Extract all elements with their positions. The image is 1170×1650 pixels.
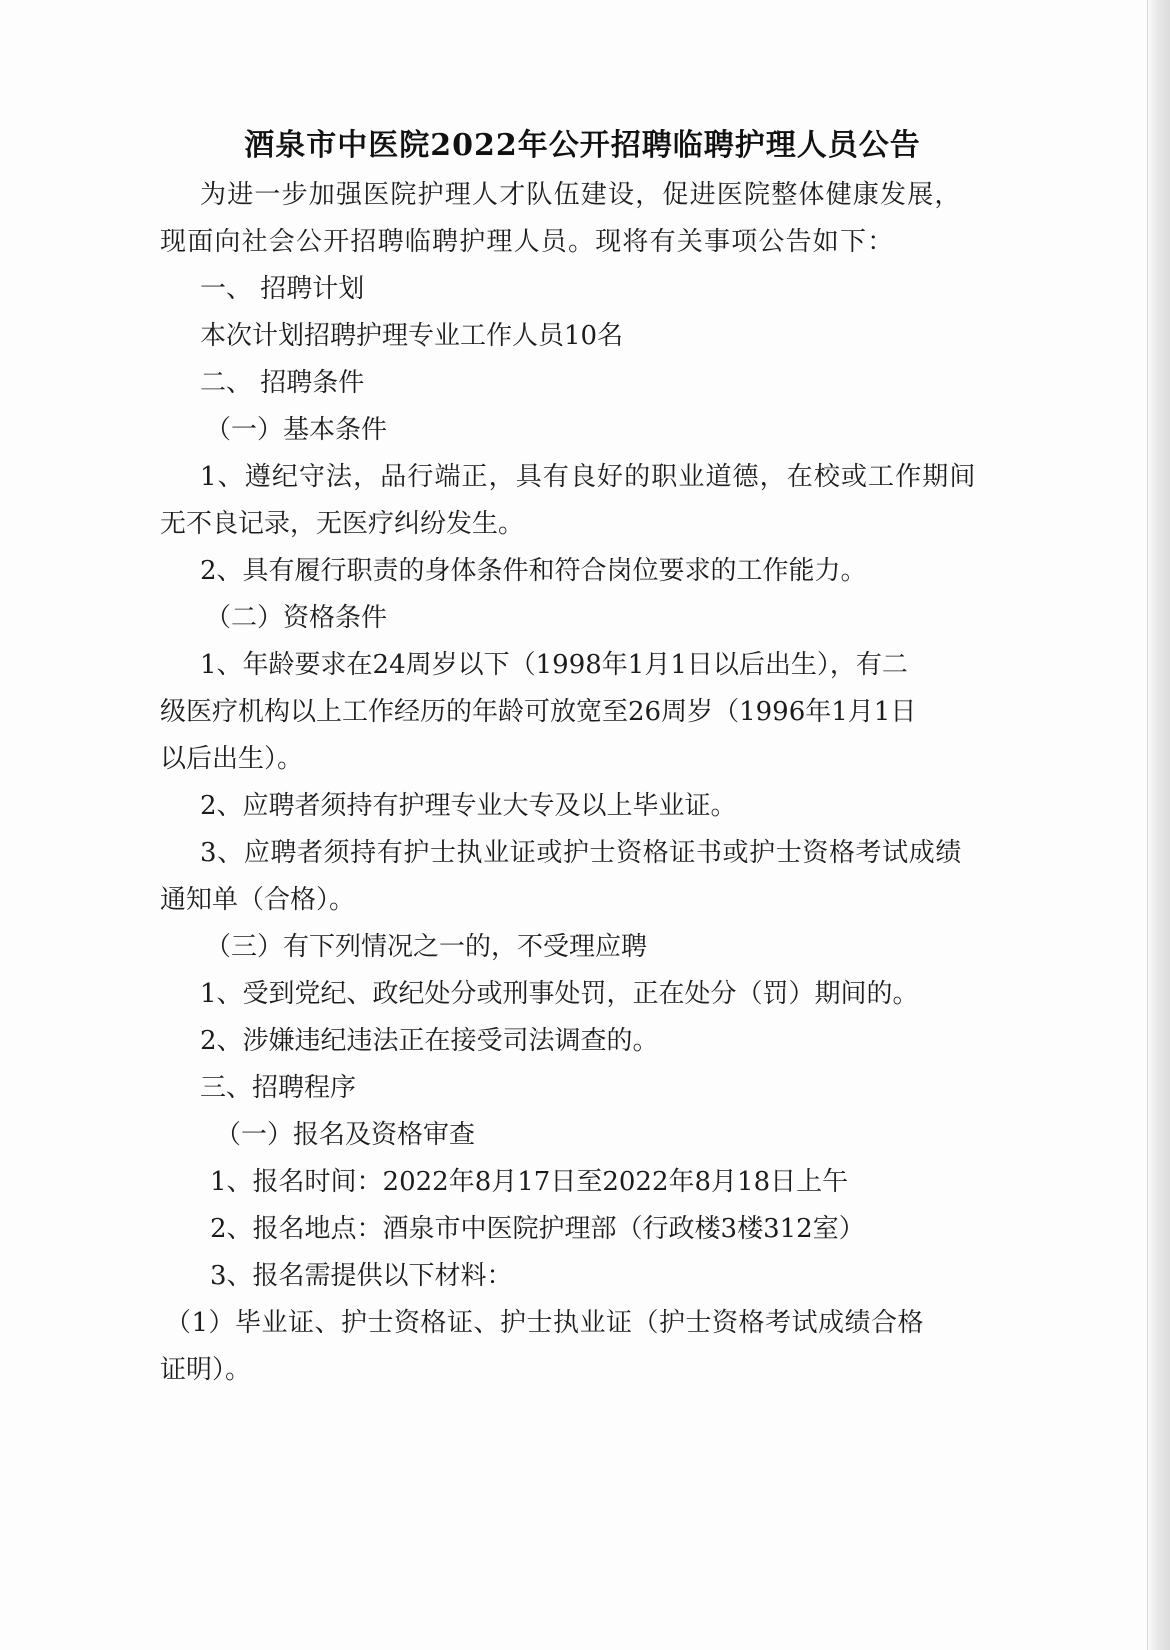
subsection-heading: （一）基本条件 — [205, 415, 388, 445]
subsection-heading: （二）资格条件 — [205, 603, 388, 633]
document-title: 酒泉市中医院2022年公开招聘临聘护理人员公告 — [244, 128, 921, 163]
paragraph-line: 2、涉嫌违纪违法正在接受司法调查的。 — [200, 1026, 659, 1056]
paragraph-line: 1、遵纪守法，品行端正，具有良好的职业道德，在校或工作期间 — [200, 462, 977, 492]
paragraph-line: 2、具有履行职责的身体条件和符合岗位要求的工作能力。 — [200, 556, 867, 586]
paragraph-line: 2、应聘者须持有护理专业大专及以上毕业证。 — [200, 791, 737, 821]
paragraph-line: 现面向社会公开招聘临聘护理人员。现将有关事项公告如下： — [160, 227, 895, 257]
section-heading: 二、 招聘条件 — [200, 368, 365, 398]
paragraph-line: 3、报名需提供以下材料： — [210, 1261, 513, 1291]
page-edge — [1147, 0, 1170, 1650]
section-heading: 三、招聘程序 — [200, 1073, 357, 1103]
paragraph-line: 1、年龄要求在24周岁以下（1998年1月1日以后出生），有二 — [200, 650, 908, 680]
paragraph-line: 级医疗机构以上工作经历的年龄可放宽至26周岁（1996年1月1日 — [160, 697, 917, 727]
paragraph-line: 以后出生）。 — [160, 744, 304, 774]
paragraph-line: 无不良记录，无医疗纠纷发生。 — [160, 509, 525, 539]
paragraph-line: 证明）。 — [160, 1355, 252, 1385]
subsection-heading: （三）有下列情况之一的，不受理应聘 — [205, 932, 648, 962]
subsection-heading: （一）报名及资格审查 — [215, 1120, 476, 1150]
paragraph-line: 为进一步加强医院护理人才队伍建设，促进医院整体健康发展， — [200, 180, 962, 210]
paragraph-line: 2、报名地点：酒泉市中医院护理部（行政楼3楼312室） — [210, 1214, 865, 1244]
paragraph-line: （1）毕业证、护士资格证、护士执业证（护士资格考试成绩合格 — [165, 1308, 925, 1338]
section-heading: 一、 招聘计划 — [200, 274, 365, 304]
paragraph-line: 1、受到党纪、政纪处分或刑事处罚，正在处分（罚）期间的。 — [200, 979, 919, 1009]
paragraph-line: 通知单（合格）。 — [160, 885, 356, 915]
paragraph-line: 3、应聘者须持有护士执业证或护士资格证书或护士资格考试成绩 — [200, 838, 962, 868]
paragraph-line: 本次计划招聘护理专业工作人员10名 — [200, 321, 624, 351]
paragraph-line: 1、报名时间：2022年8月17日至2022年8月18日上午 — [210, 1167, 849, 1197]
